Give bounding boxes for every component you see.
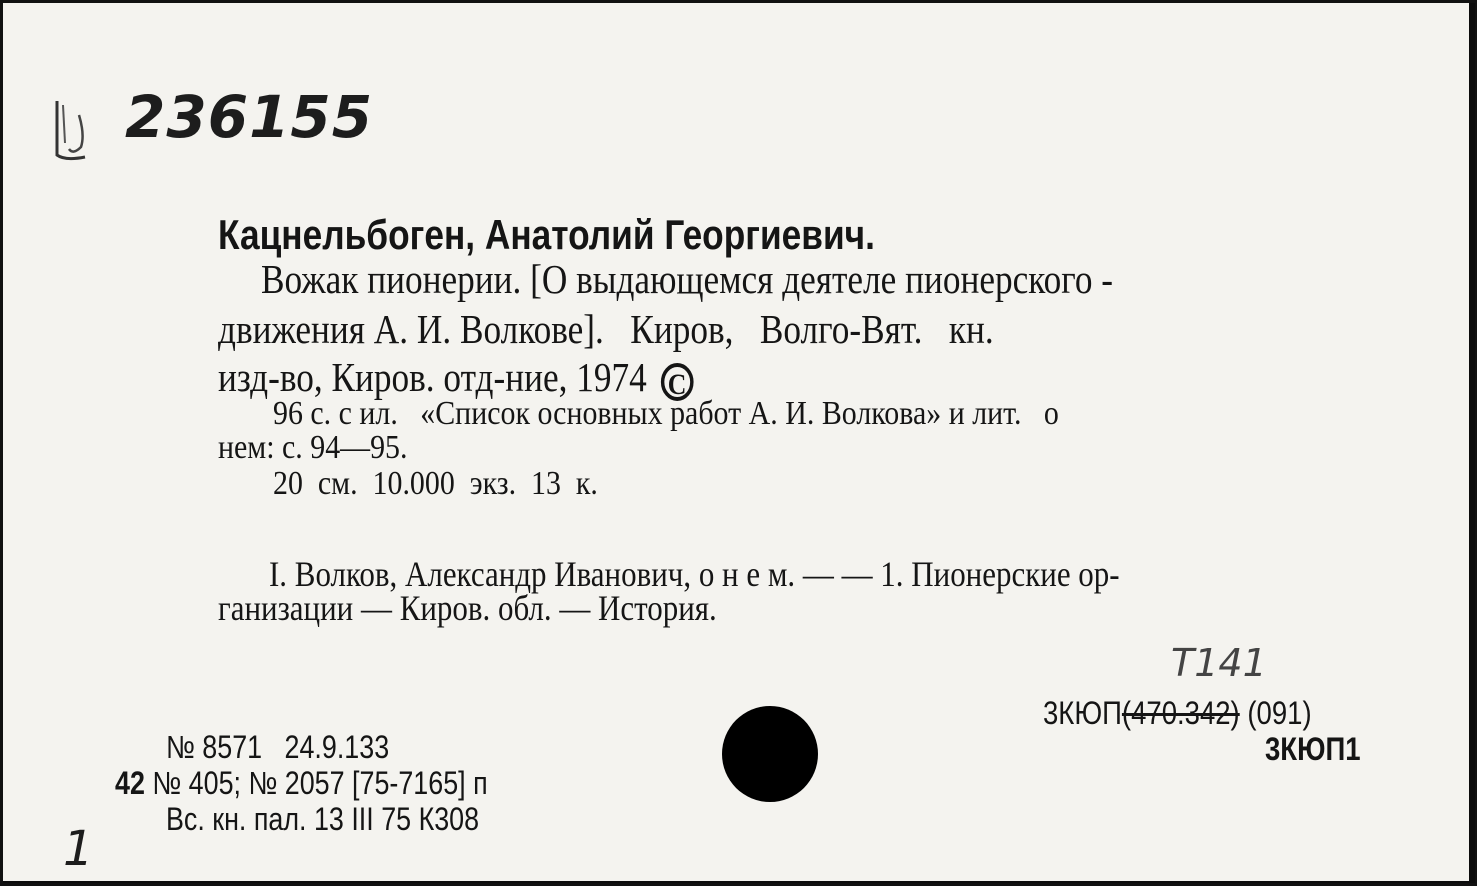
- record-line-3: Вс. кн. пал. 13 III 75 К308: [166, 801, 480, 837]
- collation-line-3: 20 см. 10.000 экз. 13 к.: [273, 465, 598, 502]
- title-line-3: [218, 353, 771, 401]
- imprint-text: изд-во, Киров. отд-ние, 1974: [218, 354, 647, 400]
- classification-suffix: (091): [1247, 695, 1312, 731]
- record-line-1: № 8571 24.9.133: [166, 729, 390, 765]
- catalog-card: [3, 3, 1475, 883]
- record-prefix-number: 42: [115, 765, 145, 801]
- classification-bold-mark: 3КЮП1: [1265, 731, 1361, 767]
- collation-line-1: 96 с. с ил. «Список основных работ А. И. Волкова» и лит. о: [273, 395, 1059, 432]
- classification-prefix: 3КЮП: [1043, 695, 1122, 731]
- library-stamp-mark: [51, 95, 99, 165]
- title-line-2: движения А. И. Волкове]. Киров, Волго-Вят. кн.: [218, 306, 994, 352]
- classification-crossed-out: (470.342): [1121, 695, 1240, 731]
- author-heading: Кацнельбоген, Анатолий Георгиевич.: [218, 211, 875, 258]
- title-line-1: Вожак пионерии. [О выдающемся деятеле пионерского -: [261, 256, 1114, 302]
- inventory-number: 236155: [125, 83, 374, 151]
- corner-mark: 1: [63, 821, 94, 877]
- classification-index: [1043, 695, 1355, 732]
- handwritten-code: Т141: [1171, 641, 1267, 685]
- card-punch-hole: [722, 706, 818, 802]
- record-line-2: [115, 765, 559, 802]
- collation-line-2: нем: с. 94—95.: [218, 429, 408, 466]
- tracing-line-2: ганизации — Киров. обл. — История.: [218, 588, 717, 628]
- record-line-2-text: № 405; № 2057 [75-7165] п: [152, 765, 488, 801]
- tracing-line-1: I. Волков, Александр Иванович, о н е м. — — 1. Пионерские ор-: [269, 554, 1120, 594]
- copyright-icon: C: [661, 363, 694, 401]
